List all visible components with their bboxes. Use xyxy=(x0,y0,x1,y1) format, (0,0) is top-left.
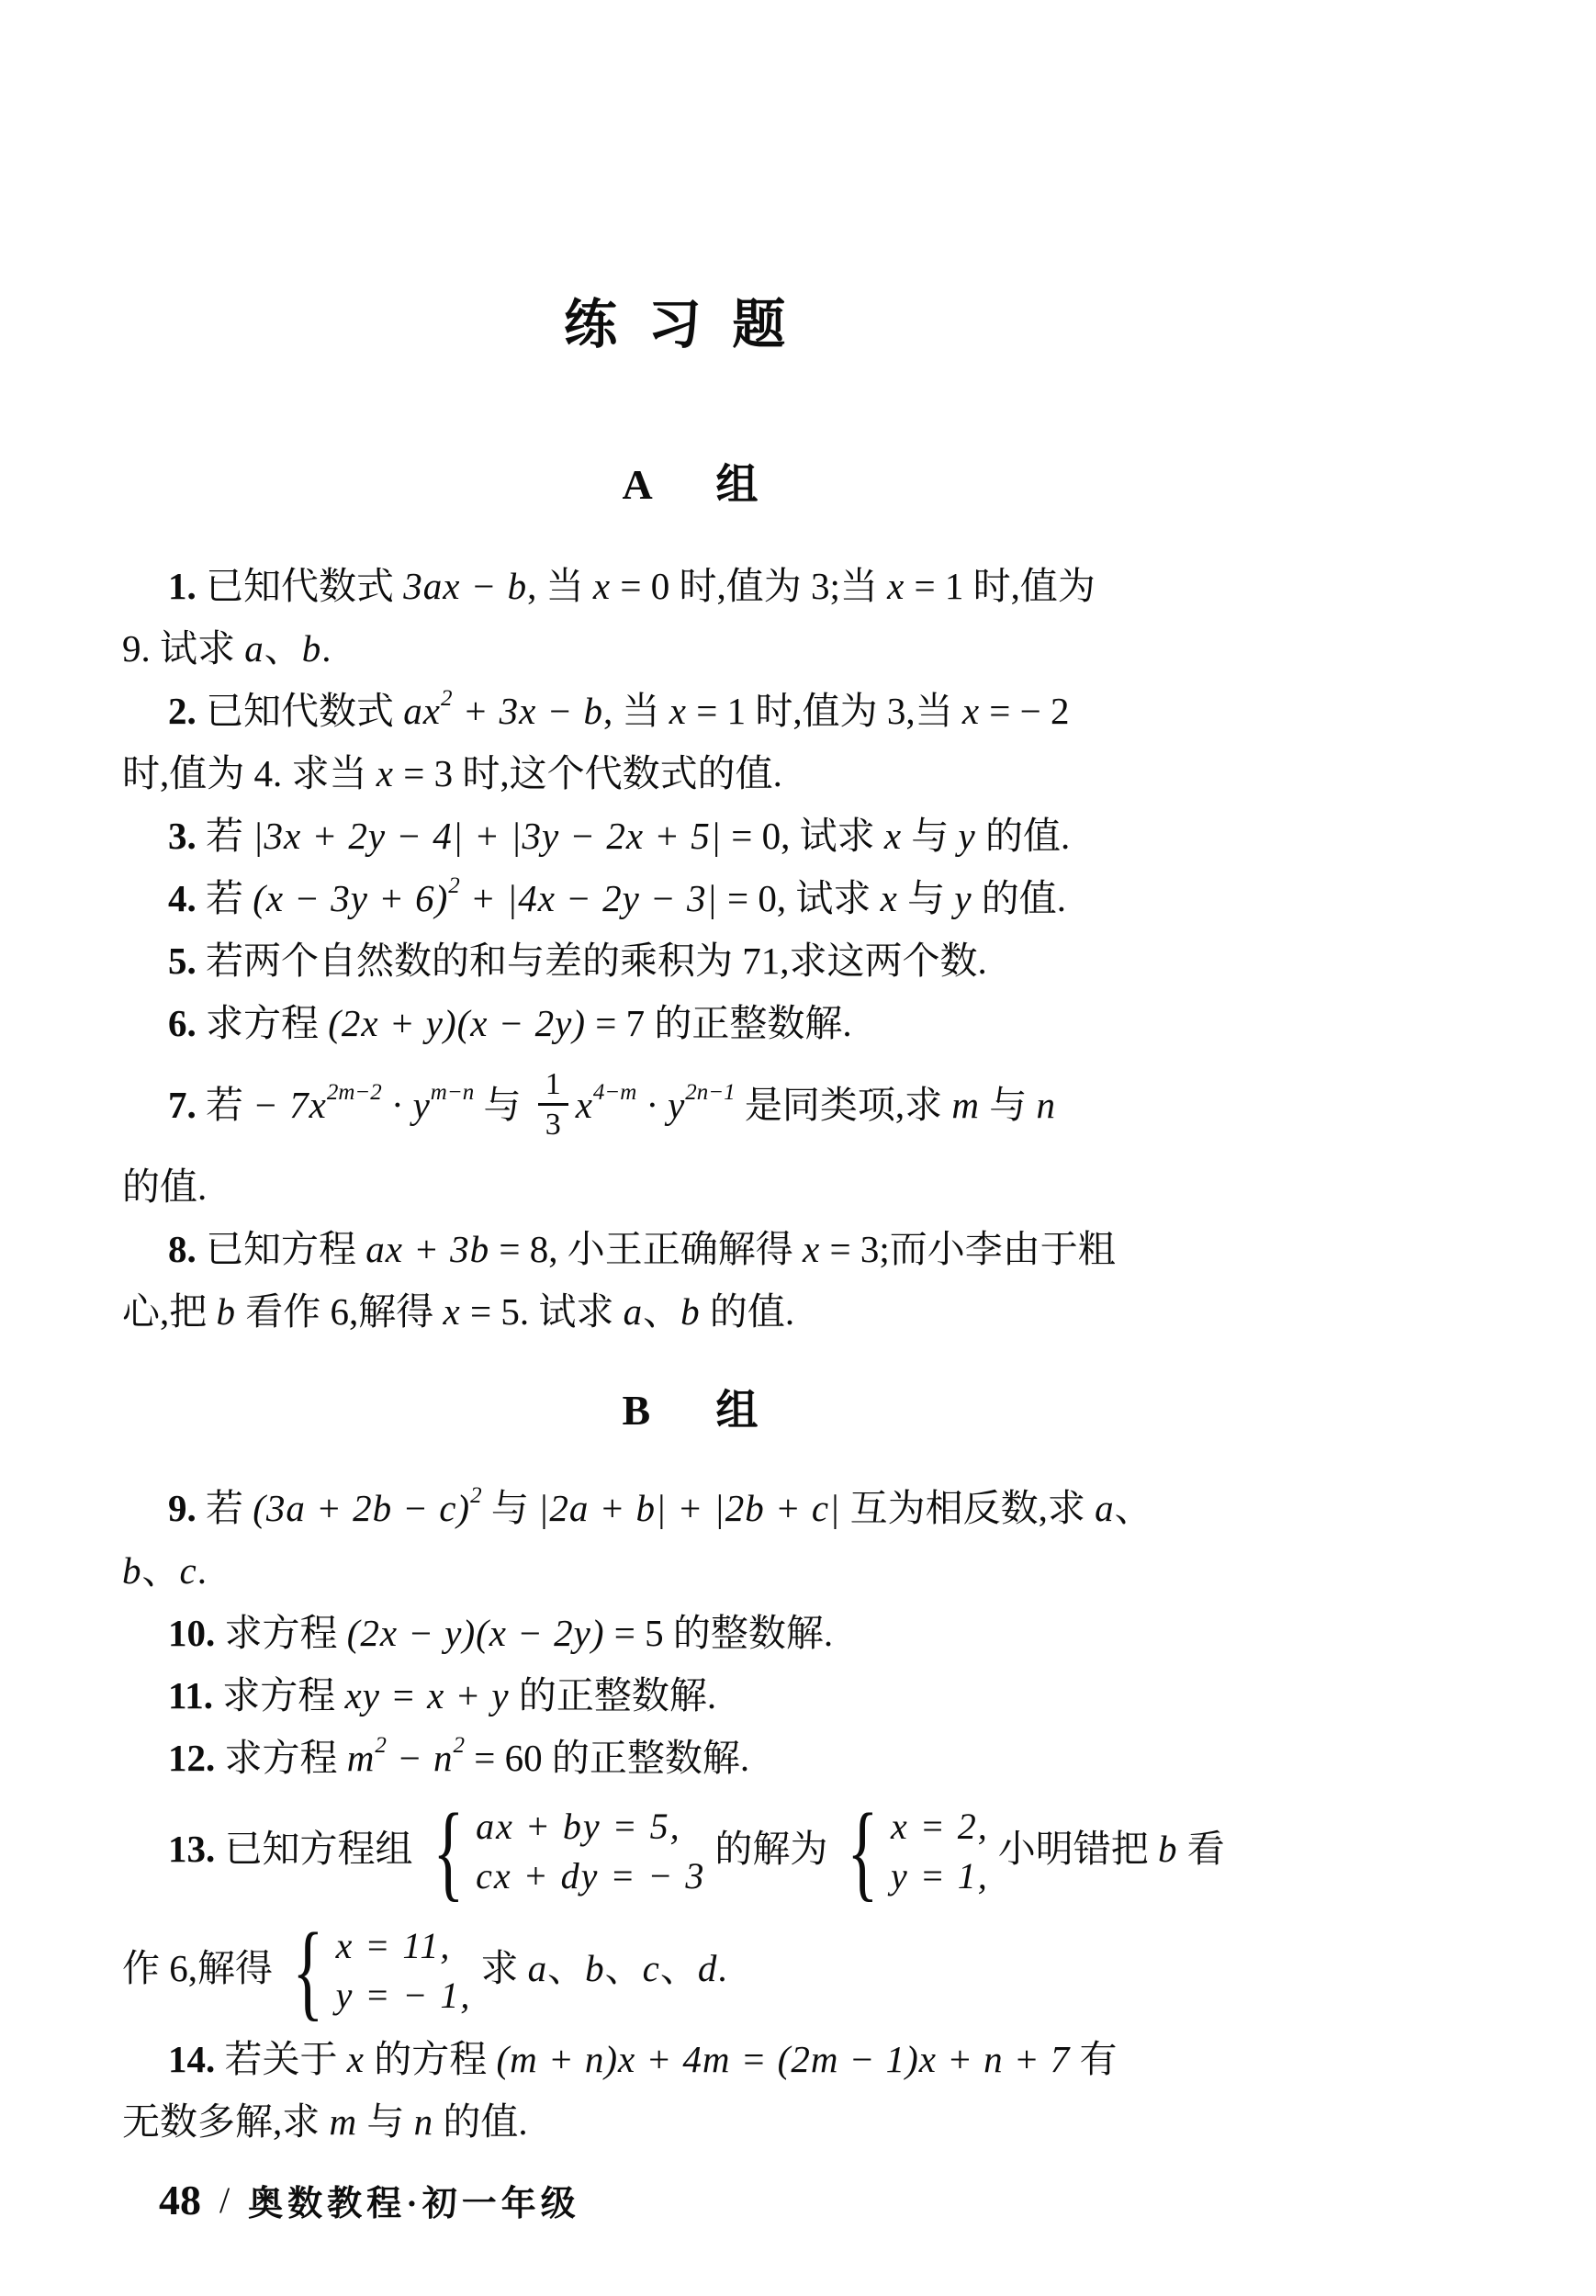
text-run: 的值. xyxy=(122,1165,208,1208)
text-run: 、 xyxy=(264,627,302,670)
text-run: 若 xyxy=(196,877,253,919)
math-run: · y xyxy=(636,1084,686,1126)
problem-number: 8. xyxy=(168,1228,197,1270)
math-run: (x − 3y + 6) xyxy=(253,877,449,919)
math-run: m xyxy=(951,1084,981,1126)
math-run: x xyxy=(346,2038,365,2080)
math-run: xy = x + y xyxy=(344,1674,510,1716)
text-run: 已知代数式 xyxy=(196,690,404,732)
math-run: (2x − y)(x − 2y) xyxy=(346,1612,605,1654)
problem-line xyxy=(122,2028,1478,2090)
text-run: 、 xyxy=(1114,1487,1152,1529)
system-row: cx + dy = − 3 xyxy=(476,1854,706,1896)
math-run: m xyxy=(329,2100,358,2143)
text-run: 的解为 xyxy=(714,1828,828,1870)
text-run: 与 xyxy=(902,815,959,857)
problem-number: 7. xyxy=(168,1084,197,1126)
text-run: . xyxy=(197,1549,207,1592)
math-run: x xyxy=(803,1228,821,1270)
problem-number: 1. xyxy=(168,565,197,607)
math-run: |2a + b| + |2b + c| xyxy=(538,1487,841,1529)
system-row: ax + by = 5, xyxy=(476,1805,681,1847)
problem-line xyxy=(122,1664,1478,1727)
problem-line xyxy=(122,1477,1478,1539)
superscript: m−n xyxy=(430,1080,475,1105)
problem-line xyxy=(122,1280,1478,1343)
text-run: 是同类项,求 xyxy=(735,1084,952,1126)
text-run: , 当 xyxy=(603,690,669,732)
math-run: a xyxy=(1095,1487,1115,1529)
problem-line xyxy=(122,680,1478,742)
text-run: = 1 时,值为 xyxy=(905,565,1096,607)
text-run: 、 xyxy=(659,1947,698,1989)
footer-separator: / xyxy=(219,2179,230,2221)
math-run: b xyxy=(1158,1828,1178,1870)
text-run: 已知代数式 xyxy=(196,565,404,607)
text-run: 若关于 xyxy=(215,2038,347,2080)
text-run: , 当 xyxy=(527,565,593,607)
math-run: a xyxy=(244,627,264,670)
math-run: + |4x − 2y − 3| xyxy=(459,877,718,919)
text-run: = 8, 小王正确解得 xyxy=(489,1228,803,1270)
problem-number: 9. xyxy=(168,1487,197,1529)
math-run: (3a + 2b − c) xyxy=(253,1487,471,1529)
text-run: 看作 6,解得 xyxy=(236,1290,444,1333)
section-heading-b: B 组 xyxy=(622,1387,759,1434)
text-run: 求方程 xyxy=(215,1612,347,1654)
text-run: = 3 时,这个代数式的值. xyxy=(393,752,782,794)
page-title: 练习题 xyxy=(564,295,816,355)
math-run: c xyxy=(642,1947,660,1989)
text-run: 的正整数解. xyxy=(509,1674,717,1716)
text-run: 时,值为 4. 求当 xyxy=(122,752,377,794)
system-rows xyxy=(891,1806,989,1896)
text-run: 的值. xyxy=(433,2100,528,2143)
text-run: 求方程 xyxy=(213,1674,345,1716)
math-run: 3ax − b xyxy=(403,565,528,607)
text-run: 有 xyxy=(1070,2038,1118,2080)
system-rows xyxy=(476,1806,705,1896)
system-row: x = 2, xyxy=(891,1805,989,1847)
text-run: 与 xyxy=(897,877,955,919)
fraction xyxy=(538,1066,568,1144)
text-run: 求方程 xyxy=(215,1737,347,1779)
text-run: = 0, 试求 xyxy=(717,877,881,919)
text-run: 与 xyxy=(357,2100,414,2143)
problem-line xyxy=(122,1539,1478,1602)
math-run: n xyxy=(413,2100,434,2143)
problem-number: 6. xyxy=(168,1002,197,1044)
math-run: a xyxy=(527,1947,548,1989)
text-run: 若两个自然数的和与差的乘积为 71,求这两个数. xyxy=(196,940,987,982)
problem-line xyxy=(122,742,1478,805)
text-run: 作 6,解得 xyxy=(122,1947,273,1989)
text-run: . xyxy=(321,627,332,670)
problem-line xyxy=(122,805,1478,867)
text-run: 若 xyxy=(196,1084,253,1126)
section-heading-a: A 组 xyxy=(622,461,759,508)
text-run: . xyxy=(717,1947,727,1989)
math-run: c xyxy=(179,1549,197,1592)
problem-line xyxy=(122,929,1478,992)
math-run: |3x + 2y − 4| + |3y − 2x + 5| xyxy=(253,815,722,857)
text-run: 看 xyxy=(1177,1828,1225,1870)
superscript: 4−m xyxy=(592,1080,637,1105)
superscript: 2 xyxy=(470,1483,482,1508)
text-run: = 7 的正整数解. xyxy=(586,1002,852,1044)
brace-icon: { xyxy=(432,1790,464,1911)
system-row: y = 1, xyxy=(891,1854,989,1896)
math-run: ax xyxy=(403,690,441,732)
math-run: x xyxy=(883,815,903,857)
math-run: (2x + y)(x − 2y) xyxy=(328,1002,586,1044)
text-run: 的方程 xyxy=(364,2038,497,2080)
text-run: 的值. xyxy=(975,815,1071,857)
problem-number: 13. xyxy=(168,1828,216,1870)
problem-number: 3. xyxy=(168,815,197,857)
problem-line xyxy=(122,1218,1478,1280)
problem-line xyxy=(122,2090,1478,2153)
text-run: 求 xyxy=(480,1947,528,1989)
text-run: 、 xyxy=(604,1947,643,1989)
page-footer xyxy=(159,2175,580,2225)
math-run: x xyxy=(592,565,612,607)
page-content xyxy=(122,0,1478,2153)
text-run: = 0 时,值为 3;当 xyxy=(611,565,888,607)
math-run: + 3x − b xyxy=(452,690,603,732)
text-run: = 3;而小李由于粗 xyxy=(820,1228,1116,1270)
text-run: 心,把 xyxy=(122,1290,217,1333)
text-run: 互为相反数,求 xyxy=(840,1487,1096,1529)
book-title: 奥数教程·初一年级 xyxy=(248,2185,580,2223)
math-run: x xyxy=(575,1084,593,1126)
math-run: y xyxy=(958,815,976,857)
math-run: ax + 3b xyxy=(365,1228,490,1270)
math-run: x xyxy=(376,752,394,794)
math-run: b xyxy=(301,627,322,670)
text-run: 求方程 xyxy=(196,1002,329,1044)
system-row: y = − 1, xyxy=(335,1974,472,2016)
superscript: 2m−2 xyxy=(326,1080,382,1105)
superscript: 2 xyxy=(440,686,453,711)
math-run: x xyxy=(443,1290,461,1333)
text-run: = 0, 试求 xyxy=(721,815,884,857)
math-run: m xyxy=(346,1737,376,1779)
superscript: 2n−1 xyxy=(685,1080,736,1105)
fraction-numerator: 1 xyxy=(545,1067,561,1102)
math-run: x xyxy=(669,690,687,732)
problem-list-group-a xyxy=(122,555,1478,1343)
superscript: 2 xyxy=(375,1733,387,1758)
equation-system xyxy=(282,1909,472,2031)
text-run: = 5. 试求 xyxy=(460,1290,624,1333)
text-run: = 1 时,值为 3,当 xyxy=(686,690,962,732)
equation-system xyxy=(837,1790,989,1911)
text-run: 若 xyxy=(196,815,253,857)
math-run: y xyxy=(954,877,972,919)
math-run: x xyxy=(880,877,898,919)
math-run: b xyxy=(585,1947,605,1989)
text-run: 、 xyxy=(643,1290,681,1333)
problem-number: 12. xyxy=(168,1737,216,1779)
text-run: 、 xyxy=(547,1947,586,1989)
problem-list-group-b xyxy=(122,1477,1478,2153)
problem-number: 5. xyxy=(168,940,197,982)
page-number: 48 xyxy=(159,2177,201,2223)
problem-line xyxy=(122,1789,1478,1911)
problem-number: 4. xyxy=(168,877,197,919)
superscript: 2 xyxy=(453,1733,466,1758)
text-run: 与 xyxy=(980,1084,1037,1126)
math-run: (m + n)x + 4m = (2m − 1)x + n + 7 xyxy=(496,2038,1071,2080)
problem-line xyxy=(122,555,1478,617)
math-run: b xyxy=(122,1549,142,1592)
problem-line xyxy=(122,1054,1478,1155)
system-row: x = 11, xyxy=(335,1924,452,1966)
math-run: b xyxy=(680,1290,701,1333)
math-run: · y xyxy=(381,1084,431,1126)
text-run: 与 xyxy=(481,1487,539,1529)
math-run: x xyxy=(887,565,905,607)
text-run: 已知方程组 xyxy=(215,1828,413,1870)
problem-number: 10. xyxy=(168,1612,216,1654)
math-run: x xyxy=(961,690,981,732)
text-run: 若 xyxy=(196,1487,253,1529)
text-run: 、 xyxy=(141,1549,180,1592)
problem-number: 2. xyxy=(168,690,197,732)
problem-line xyxy=(122,617,1478,680)
fraction-denominator: 3 xyxy=(538,1103,568,1144)
brace-icon: { xyxy=(847,1790,879,1911)
problem-number: 11. xyxy=(168,1674,213,1716)
text-run: 9. 试求 xyxy=(122,627,245,670)
text-run: 的值. xyxy=(972,877,1067,919)
math-run: b xyxy=(216,1290,236,1333)
math-run: d xyxy=(697,1947,718,1989)
text-run: = 60 的正整数解. xyxy=(465,1737,750,1779)
equation-system xyxy=(422,1790,706,1911)
math-run: − 7x xyxy=(253,1084,327,1126)
text-run: 的值. xyxy=(700,1290,795,1333)
problem-line xyxy=(122,1155,1478,1218)
brace-icon: { xyxy=(292,1909,324,2031)
text-run: = 5 的整数解. xyxy=(604,1612,834,1654)
problem-line xyxy=(122,1727,1478,1789)
problem-line xyxy=(122,867,1478,929)
text-run: 无数多解,求 xyxy=(122,2100,330,2143)
problem-number: 14. xyxy=(168,2038,216,2080)
text-run: 已知方程 xyxy=(196,1228,366,1270)
text-run: 小明错把 xyxy=(997,1828,1159,1870)
system-rows xyxy=(336,1926,472,2016)
problem-line xyxy=(122,1602,1478,1664)
math-run: n xyxy=(1036,1084,1057,1126)
text-run: 与 xyxy=(474,1084,531,1126)
math-run: a xyxy=(623,1290,644,1333)
problem-line xyxy=(122,992,1478,1054)
problem-line xyxy=(122,1908,1478,2031)
math-run: − n xyxy=(386,1737,454,1779)
superscript: 2 xyxy=(448,873,460,898)
text-run: = − 2 xyxy=(980,690,1070,732)
